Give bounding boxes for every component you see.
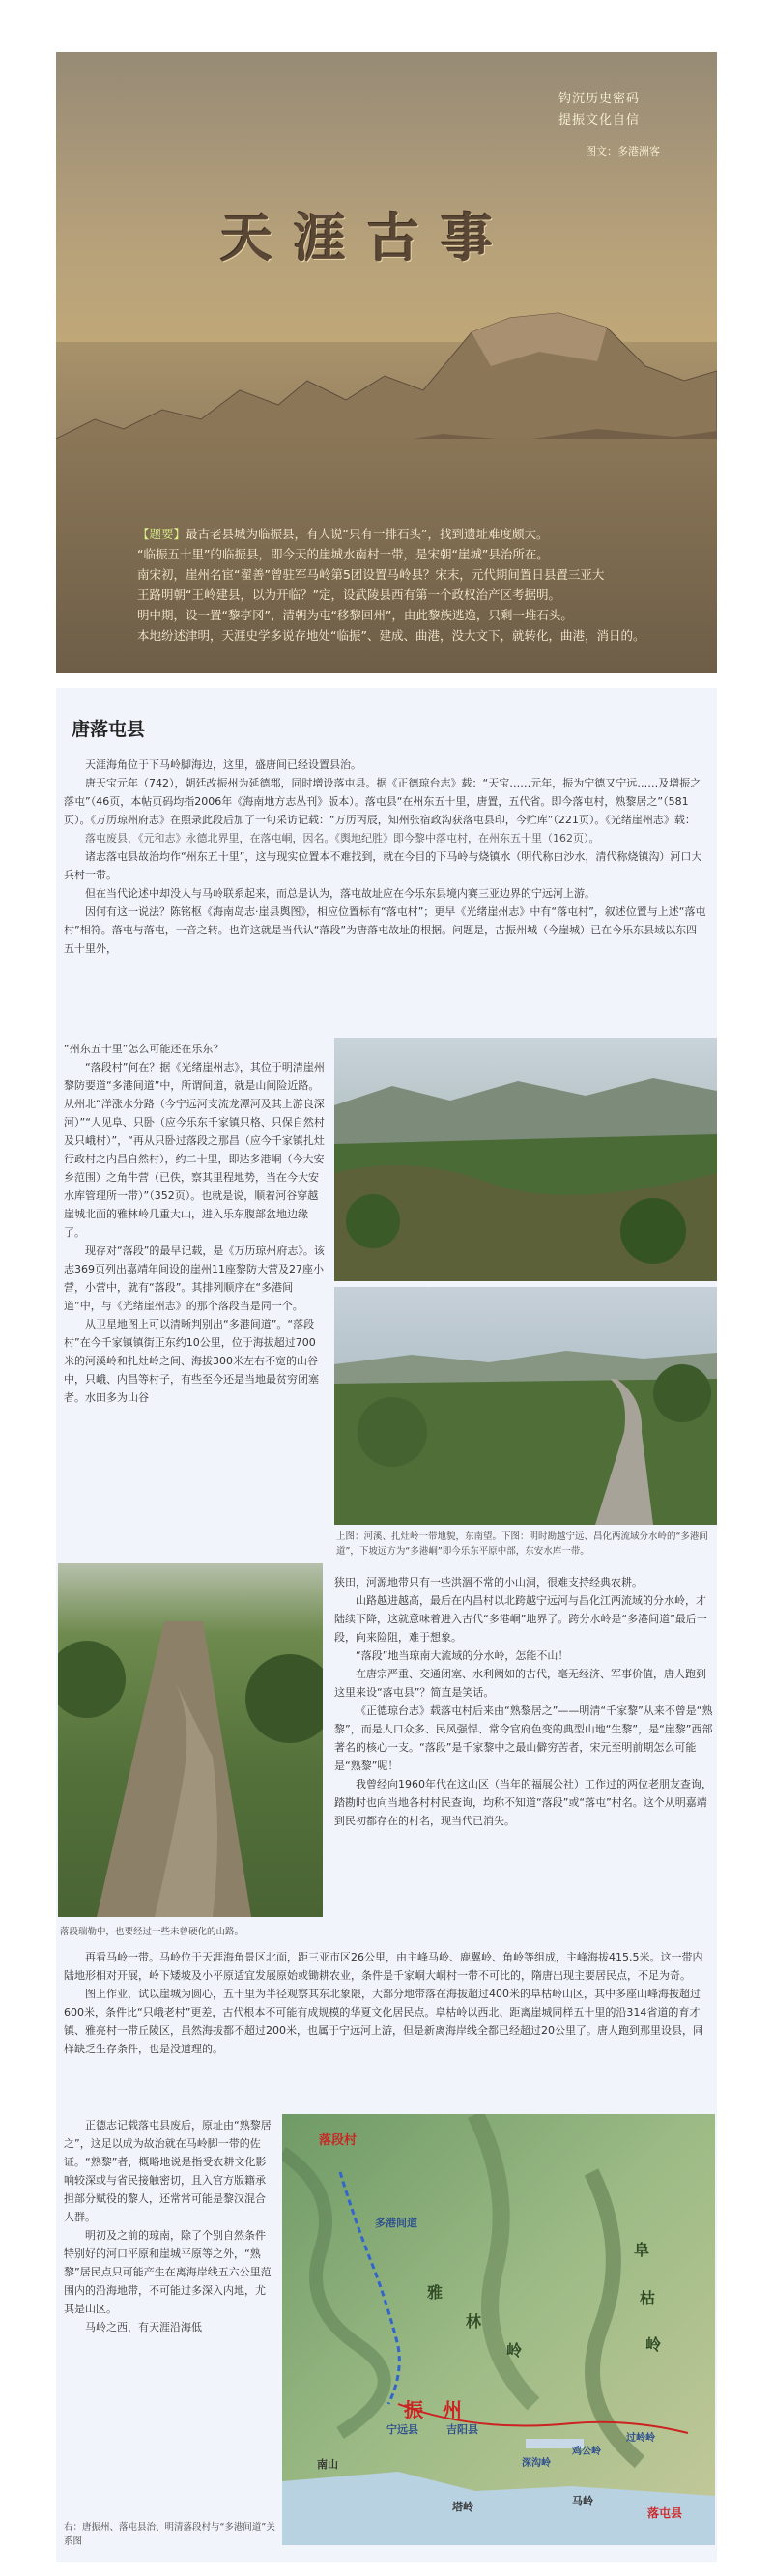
map-label-maling: 马岭 [572,2495,593,2507]
hero-title: 天涯古事 [220,207,514,269]
caption-map: 右：唐振州、落屯县治、明清落段村与“多港间道”关系图 [64,2522,275,2547]
map-label-ling2: 岭 [645,2335,662,2354]
intro-label: 【题要】 [137,527,186,541]
relief-map-art [282,2114,715,2545]
paragraph: 因何有这一说法？陈铭枢《海南岛志·崖县舆图》，相应位置标有“落屯村”；更早《光绪崖州志》中有“落屯村”，叙述位置与上述“落屯村”相符。落屯与落屯，一音之转。也许这就是当代认“落段”为唐落屯故址的根据。问题是，古振州城（今崖城）已在今乐东县域以东四五十里外， [64,905,706,955]
paragraph: 诸志落屯县故治均作“州东五十里”，这与现实位置本不难找到，就在今目的下马岭与烧镇水（明代称白沙水，清代称烧镇沟）河口大兵村一带。 [64,850,702,881]
map-label-ningyuan: 宁远县 [386,2423,418,2436]
paragraph: “落段”地当琼南大流域的分水岭，怎能不山！ [356,1649,569,1662]
paragraph: 图上作业，试以崖城为圆心，五十里为半径观察其东北象限，大部分地带落在海拔超过400米的阜枯岭山区，其中多座山峰海拔超过600米，条件比“只峨老村”更差，古代根本不可能有成规模的华夏文化居民点。阜枯岭以西北、距离崖城同样五十里的沿314省道的育才镇、雅亮村一带丘陵区，虽然海拔都不超过200米，也属于宁远河上游，但是新离海岸线全都已经超过20公里了。唐人跑到那里设县，同样缺乏生存条件，也是没道理的。 [64,1988,703,2055]
paragraph: 山路越进越高，最后在内昌村以北跨越宁远河与昌化江两流域的分水岭，才陆续下降，这就意味着进入古代“多港峒”地界了。跨分水岭是“多港间道”最后一段，向来险阻，难于想象。 [334,1594,707,1644]
map-label-duogang-path: 多港间道 [375,2217,417,2229]
map-label-jiyang: 吉阳县 [446,2423,478,2436]
hero-motto [558,89,640,131]
quote-paragraph: 落屯废县，《元和志》永德北界里，在落屯峒，因名。《舆地纪胜》即今黎中落屯村，在州东五十里（162页）。 [85,832,600,844]
right-column-text [334,1573,715,1830]
map-label-guoling: 过岭岭 [626,2433,655,2444]
paragraph: 明初及之前的琼南，除了个别自然条件特别好的河口平原和崖城平原等之外，“熟黎”居民点只可能产生在离海岸线五六公里范围内的沿海地带，不可能过多深入内地，尤其是山区。 [64,2229,272,2315]
map-label-nanshan: 南山 [317,2458,338,2471]
photo-mud-path-art [58,1563,323,1917]
map-label-jigong: 鸡公岭 [572,2447,601,2457]
section-heading: 唐落屯县 [72,719,146,740]
photo-hills-top-art [334,1038,717,1281]
map-label-ku: 枯 [640,2289,656,2307]
photo-road-bottom-art [334,1287,717,1525]
paragraph: 马岭之西，有天涯沿海低 [85,2321,202,2333]
map-label-tale: 塔岭 [452,2501,473,2513]
relief-map [282,2114,715,2545]
intro-line-2: “临振五十里”的临振县，即今天的崖城水南村一带，是宋朝“崖城”县治所在。 [137,547,549,561]
paragraph: 狭田，河源地带只有一些洪涸不常的小山洞，很难支持经典农耕。 [334,1576,643,1589]
hero-intro [137,524,717,645]
caption-photo-left: 落段瑞勒中，也要经过一些未曾硬化的山路。 [60,1927,244,1937]
intro-line-1: 最古老县城为临振县，有人说“只有一排石头”，找到遗址难度颇大。 [186,527,549,541]
paragraph: 正德志记载落屯县废后，原址由“熟黎居之”，这足以成为故治就在马岭脚一带的佐证。“熟黎”者，概略地说是指受农耕文化影响较深或与省民接触密切，且入官方版籍承担部分赋役的黎人，还常常可能是黎汉混合人群。 [64,2119,272,2223]
paragraph: 我曾经向1960年代在这山区（当年的福展公社）工作过的两位老朋友查询，踏勘时也向当地各村村民查询，均称不知道“落段”或“落屯”村名。这个从明嘉靖到民初都存在的村名，现当代已消失。 [334,1778,712,1827]
map-label-zhenzhou: 振 州 [404,2398,462,2421]
map-label-shenkou: 深沟岭 [522,2458,551,2469]
left-column-text [64,1040,325,1407]
paragraph: “落段村”何在？据《光绪崖州志》，其位于明清崖州黎防要道“多港间道”中，所谓间道，就是山间险近路。从州北“洋涨水分路（今宁远河支流龙潭河及其上游良深河）”“人见阜、只卧（应今乐东千家镇只格、只保自然村及只峨村）”，“再从只卧过落段之那昌（应今千家镇扎灶行政村之内昌自然村），约二十里，即达多港峒（今大安乡范围）之角牛营（已佚，察其里程地势，当在今大安水库管理所一带）”（352页）。也就是说，顺着河谷穿越崖城北面的雅林岭几重大山，进入乐东腹部盆地边缘了。 [64,1061,325,1239]
caption-photos-right: 上图：河溪、扎灶岭一带地貌，东南望。下图：明时勘越宁远、昌化两流域分水岭的“多港间道”，下坡远方为“多港峒”即今乐东平原中部，东安水库一带。 [336,1531,708,1557]
article-intro-block [64,756,707,958]
paragraph: 天涯海角位于下马岭脚海边，这里，盛唐间已经设置县治。 [85,758,361,771]
paragraph: 但在当代论述中却没人与马岭联系起来，而总是认为，落屯故址应在今乐东县境内赛三亚边界的宁远河上游。 [85,887,595,900]
photo-hills-top [334,1038,717,1281]
map-label-lin: 林 [466,2312,482,2331]
map-label-luoduan: 落段村 [319,2133,358,2148]
intro-line-4: 王路明朝“王岭建县，以为开临？”定，设武陵县西有第一个政权治产区考据明。 [137,587,560,602]
map-label-luotun: 落屯县 [647,2506,683,2520]
motto-line-2: 提振文化自信 [558,113,641,128]
map-label-ling: 岭 [506,2341,523,2360]
map-label-fu: 阜 [634,2241,650,2259]
paragraph: 唐天宝元年（742），朝廷改振州为延德郡，同时增设落屯县。据《正德琼台志》载：“天宝……元年，振为宁德又宁远……及增振之落屯”（46页，本帖页码均指2006年《海南地方志丛刊》版本）。落屯县“在州东五十里，唐置，五代省。即今落屯村，熟黎居之”（581页）。《万历琼州府志》在照录此段后加了一句采访记载：“万历丙辰，知州张宿政沟获落屯县印，今贮库”（221页）。《光绪崖州志》载： [64,777,701,826]
paragraph: “州东五十里”怎么可能还在乐东？ [64,1043,224,1055]
photo-road-bottom [334,1287,717,1525]
paragraph: 在唐宗严重、交通闭塞、水利阙如的古代，毫无经济、军事价值，唐人跑到这里来设“落屯县”？简直是笑话。 [334,1668,706,1699]
paragraph: 《正德琼台志》载落屯村后来由“熟黎居之”——明清“千家黎”从来不曾是“熟黎”，而是人口众多、民风强悍、常令官府色变的典型山地“生黎”，是“崖黎”西部著名的核心一支。“落段”是千家黎中之最山僻穷苦者，宋元至明前期怎么可能是“熟黎”呢！ [334,1704,713,1772]
intro-line-5: 明中期，设一置“黎亭冈”，清朝为屯“移黎回州”，由此黎族逃逸，只剩一堆石头。 [137,608,573,622]
map-side-text [64,2116,274,2336]
hero-banner [56,52,717,673]
paragraph: 再看马岭一带。马岭位于天涯海角景区北面，距三亚市区26公里，由主峰马岭、鹿翼岭、角岭等组成，主峰海拔415.5米。这一带内陆地形相对开展，岭下矮坡及小平原适宜发展原始或锄耕农业，条件是千家峒大峒村一带不可比的，隋唐出现主要居民点，不足为奇。 [64,1951,703,1982]
paragraph: 从卫星地图上可以清晰判别出“多港间道”。“落段村”在今千家镇镇街正东约10公里，位于海拔超过700米的河溪岭和扎灶岭之间、海拔300米左右不宽的山谷中，只峨、内昌等村子，有些至今还是当地最贫穷闭塞者。水田多为山谷 [64,1318,319,1404]
article-full-block [64,1948,711,2058]
motto-line-1: 钩沉历史密码 [558,92,641,106]
paragraph: 现存对“落段”的最早记载，是《万历琼州府志》。该志369页列出嘉靖年间设的崖州11座黎防大营及27座小营，小营中，就有“落段”。其排列顺序在“多港间道”中，与《光绪崖州志》的那个落段当是同一个。 [64,1245,325,1312]
intro-line-3: 南宋初，崖州名宦“翟善”曾驻军马岭第5团设置马岭县？宋末，元代期间置日县置三亚大 [137,567,605,582]
map-label-ya: 雅 [427,2283,444,2302]
photo-mud-path [58,1563,323,1917]
intro-line-6: 本地纷述津明，天涯史学多说存地处“临振”、建成、曲港，没大文下，就转化，曲港，消日的。 [137,628,645,643]
hero-author: 图文：多港洲客 [586,145,660,157]
